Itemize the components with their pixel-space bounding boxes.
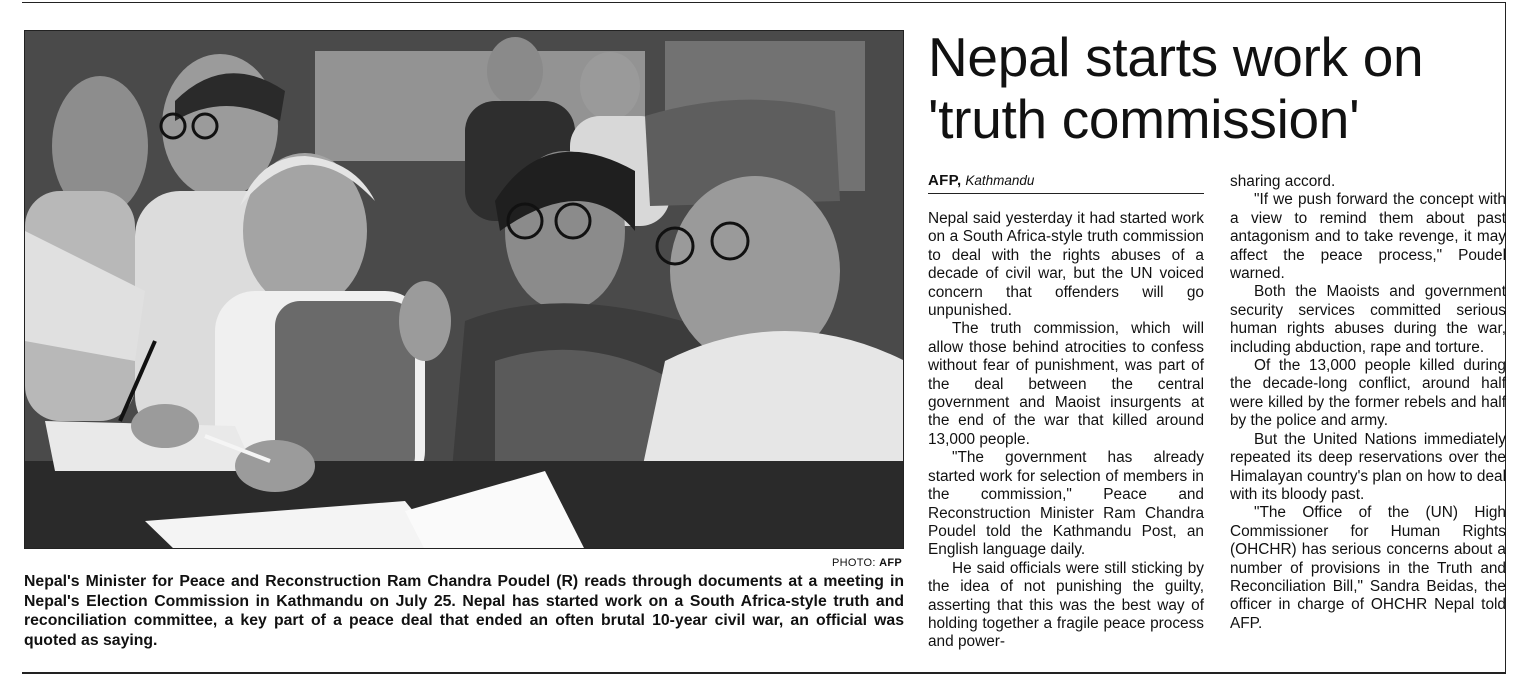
paragraph: "The Office of the (UN) High Commissioner for Human Rights (OHCHR) has serious concerns about a number of provisions in the Truth and Reconciliation Bill," Sandra Beidas, the officer in charge of OHCHR Nepal told AFP. [1230, 504, 1506, 632]
photo-credit [700, 557, 902, 569]
paragraph: Of the 13,000 people killed during the decade-long conflict, around half were killed by the former rebels and half by the police and army. [1230, 357, 1506, 430]
paragraph: Both the Maoists and government security services committed serious human rights abuses during the war, including abduction, rape and torture. [1230, 283, 1506, 356]
paragraph: Nepal said yesterday it had started work on a South Africa-style truth commission to deal with the rights abuses of a decade of civil war, but the UN voiced concern that offenders will go unpunished. [928, 210, 1204, 320]
bottom-rule [22, 672, 1506, 674]
paragraph: sharing accord. [1230, 173, 1336, 190]
article-headline: Nepal starts work on 'truth commission' [928, 26, 1424, 150]
byline [928, 172, 1204, 194]
photo-credit-source: AFP [879, 557, 902, 569]
top-rule [22, 2, 1506, 3]
news-photo [24, 30, 904, 549]
photo-caption: Nepal's Minister for Peace and Reconstruction Ram Chandra Poudel (R) reads through documents at a meeting in Nepal's Election Commission in Kathmandu on July 25. Nepal has started work on a South Africa-style truth and reconciliation committee, a key part of a peace deal that ended an often brutal 10-year civil war, an official was quoted as saying. [24, 573, 904, 649]
photo-illustration [25, 31, 904, 549]
paragraph: "The government has already started work for selection of members in the commission," Peace and Reconstruction Minister Ram Chandra Poudel told the Kathmandu Post, an English language daily. [928, 449, 1204, 559]
paragraph: The truth commission, which will allow those behind atrocities to confess without fear of punishment, was part of the deal between the central government and Maoist insurgents at the end of the war that killed around 13,000 people. [928, 320, 1204, 448]
article-column-1 [928, 210, 1204, 652]
paragraph: But the United Nations immediately repeated its deep reservations over the Himalayan country's plan on how to deal with its bloody past. [1230, 430, 1506, 503]
paragraph: "If we push forward the concept with a view to remind them about past antagonism and to take revenge, it may affect the peace process," Poudel warned. [1230, 191, 1506, 283]
photo-credit-label: PHOTO: [831, 557, 876, 569]
byline-agency: AFP, [928, 172, 962, 189]
article-column-2 [1230, 173, 1506, 633]
paragraph: He said officials were still sticking by the idea of not punishing the guilty, asserting that this was the best way of holding together a fragile peace process and power- [928, 559, 1204, 651]
byline-place: Kathmandu [965, 173, 1035, 188]
